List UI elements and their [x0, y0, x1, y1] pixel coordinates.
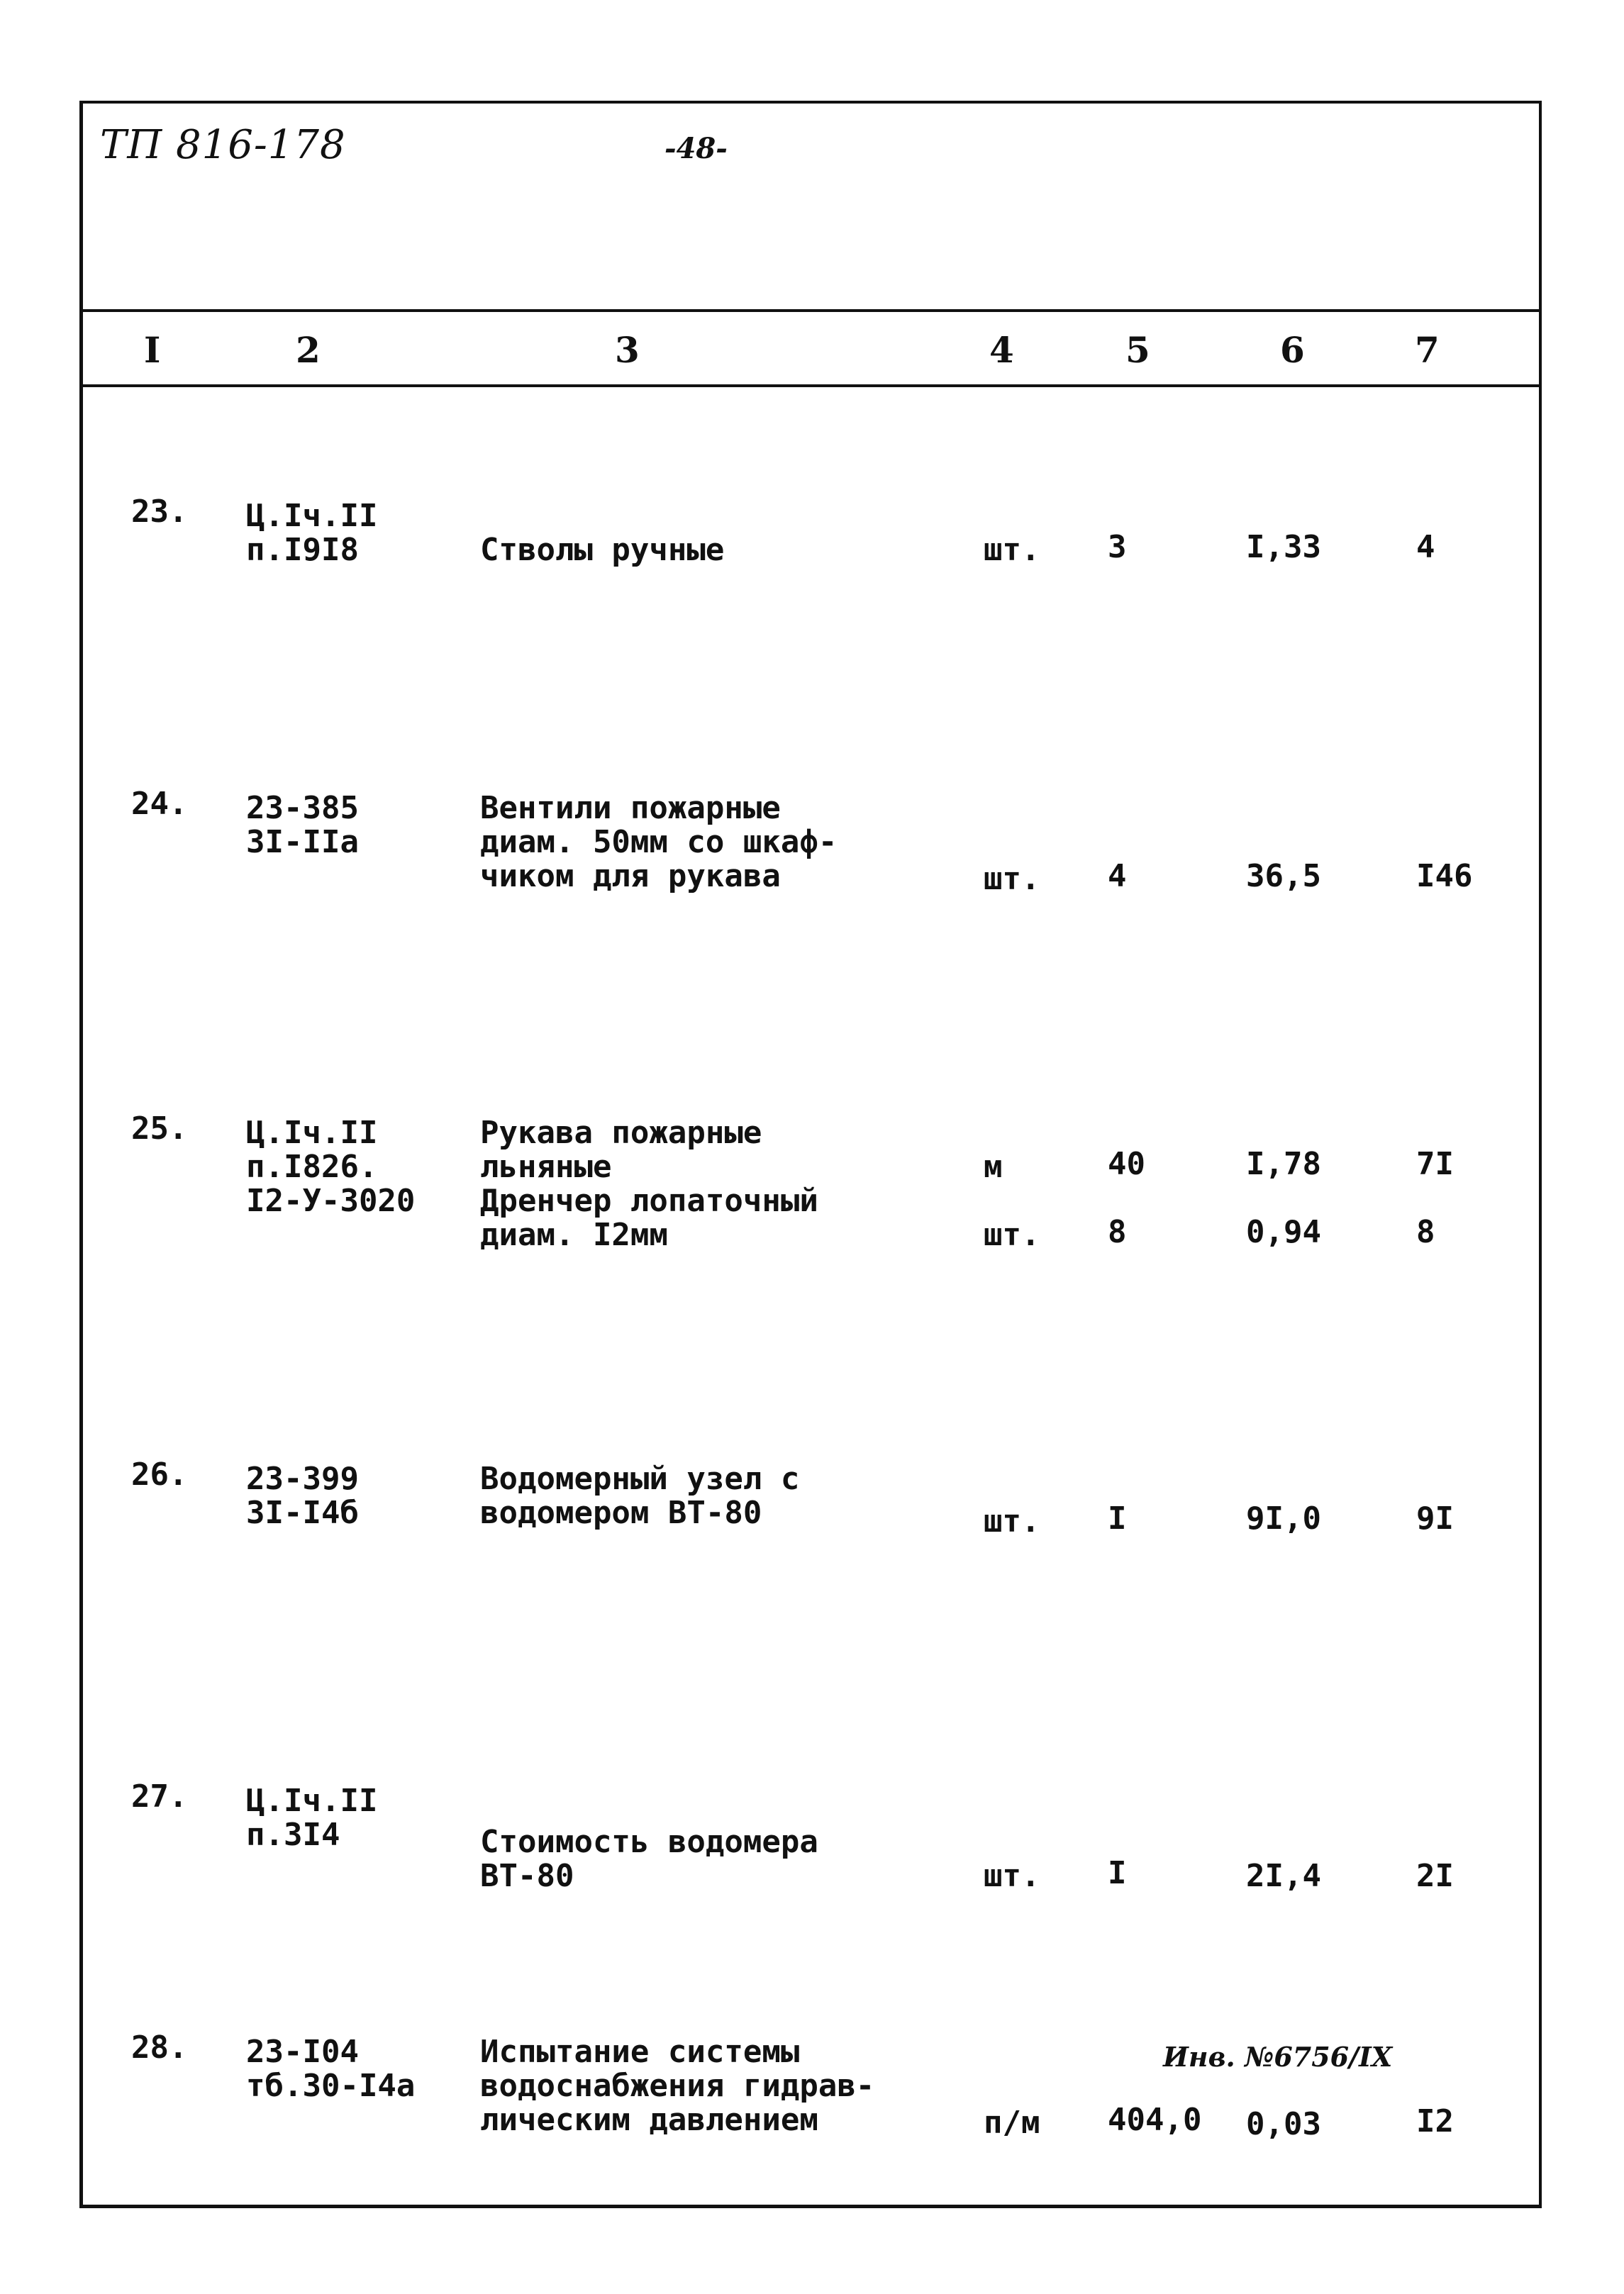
- row-price: I,78 0,94: [1246, 1146, 1321, 1250]
- column-number-3: 3: [615, 329, 640, 371]
- inventory-stamp: Инв. №6756/IX: [1163, 2041, 1393, 2073]
- row-code: Ц.Iч.II п.I826. I2-У-3020: [246, 1115, 416, 1219]
- row-number: 25.: [131, 1110, 188, 1147]
- row-price: 36,5: [1246, 858, 1321, 894]
- document-code: ТП 816-178: [100, 122, 346, 168]
- row-code: Ц.Iч.II п.3I4: [246, 1783, 378, 1853]
- row-code: 23-399 3I-I4б: [246, 1461, 359, 1531]
- row-number: 28.: [131, 2029, 188, 2066]
- column-number-5: 5: [1125, 329, 1150, 371]
- row-quantity: 3: [1108, 529, 1127, 565]
- row-total: I2: [1416, 2103, 1454, 2139]
- row-unit: шт.: [984, 1858, 1040, 1894]
- row-unit: шт.: [984, 532, 1040, 568]
- row-unit: шт.: [984, 1503, 1040, 1539]
- page-number: -48-: [664, 132, 728, 165]
- row-price: 0,03: [1246, 2106, 1321, 2142]
- column-number-6: 6: [1280, 329, 1305, 371]
- row-name: Рукава пожарные льняные Дренчер лопаточный диам. I2мм: [480, 1115, 818, 1253]
- row-name: Испытание системы водоснабжения гидрав- лическим давлением: [480, 2034, 875, 2138]
- row-number: 23.: [131, 494, 188, 530]
- row-name: Вентили пожарные диам. 50мм со шкаф- чиком для рукава: [480, 790, 838, 894]
- row-total: I46: [1416, 858, 1473, 894]
- row-name: Водомерный узел с водомером ВТ-80: [480, 1461, 800, 1531]
- row-number: 27.: [131, 1778, 188, 1815]
- row-total: 2I: [1416, 1858, 1454, 1894]
- row-quantity: 4: [1108, 858, 1127, 894]
- row-total: 9I: [1416, 1500, 1454, 1537]
- row-quantity: I: [1108, 1500, 1127, 1537]
- row-total: 4: [1416, 529, 1435, 565]
- row-price: 9I,0: [1246, 1500, 1321, 1537]
- row-unit: шт.: [984, 861, 1040, 897]
- header-divider: [83, 309, 1539, 312]
- row-code: 23-385 3I-IIa: [246, 790, 359, 860]
- row-price: 2I,4: [1246, 1858, 1321, 1894]
- row-quantity: I: [1108, 1855, 1127, 1891]
- row-number: 24.: [131, 786, 188, 822]
- row-code: 23-I04 тб.30-I4а: [246, 2034, 416, 2104]
- document-sheet: [79, 101, 1542, 2208]
- column-number-7: 7: [1415, 329, 1440, 371]
- column-header-divider: [83, 384, 1539, 387]
- row-number: 26.: [131, 1457, 188, 1493]
- row-code: Ц.Iч.II п.I9I8: [246, 498, 378, 568]
- row-price: I,33: [1246, 529, 1321, 565]
- column-number-4: 4: [989, 329, 1014, 371]
- row-unit: п/м: [984, 2105, 1040, 2141]
- column-number-1: I: [144, 329, 161, 371]
- row-quantity: 40 8: [1108, 1146, 1145, 1250]
- row-name: Стволы ручные: [480, 532, 725, 568]
- column-number-2: 2: [296, 329, 321, 371]
- row-name: Стоимость водомера ВТ-80: [480, 1824, 818, 1894]
- row-quantity: 404,0: [1108, 2102, 1202, 2138]
- row-unit: м шт.: [984, 1149, 1040, 1253]
- row-total: 7I 8: [1416, 1146, 1454, 1250]
